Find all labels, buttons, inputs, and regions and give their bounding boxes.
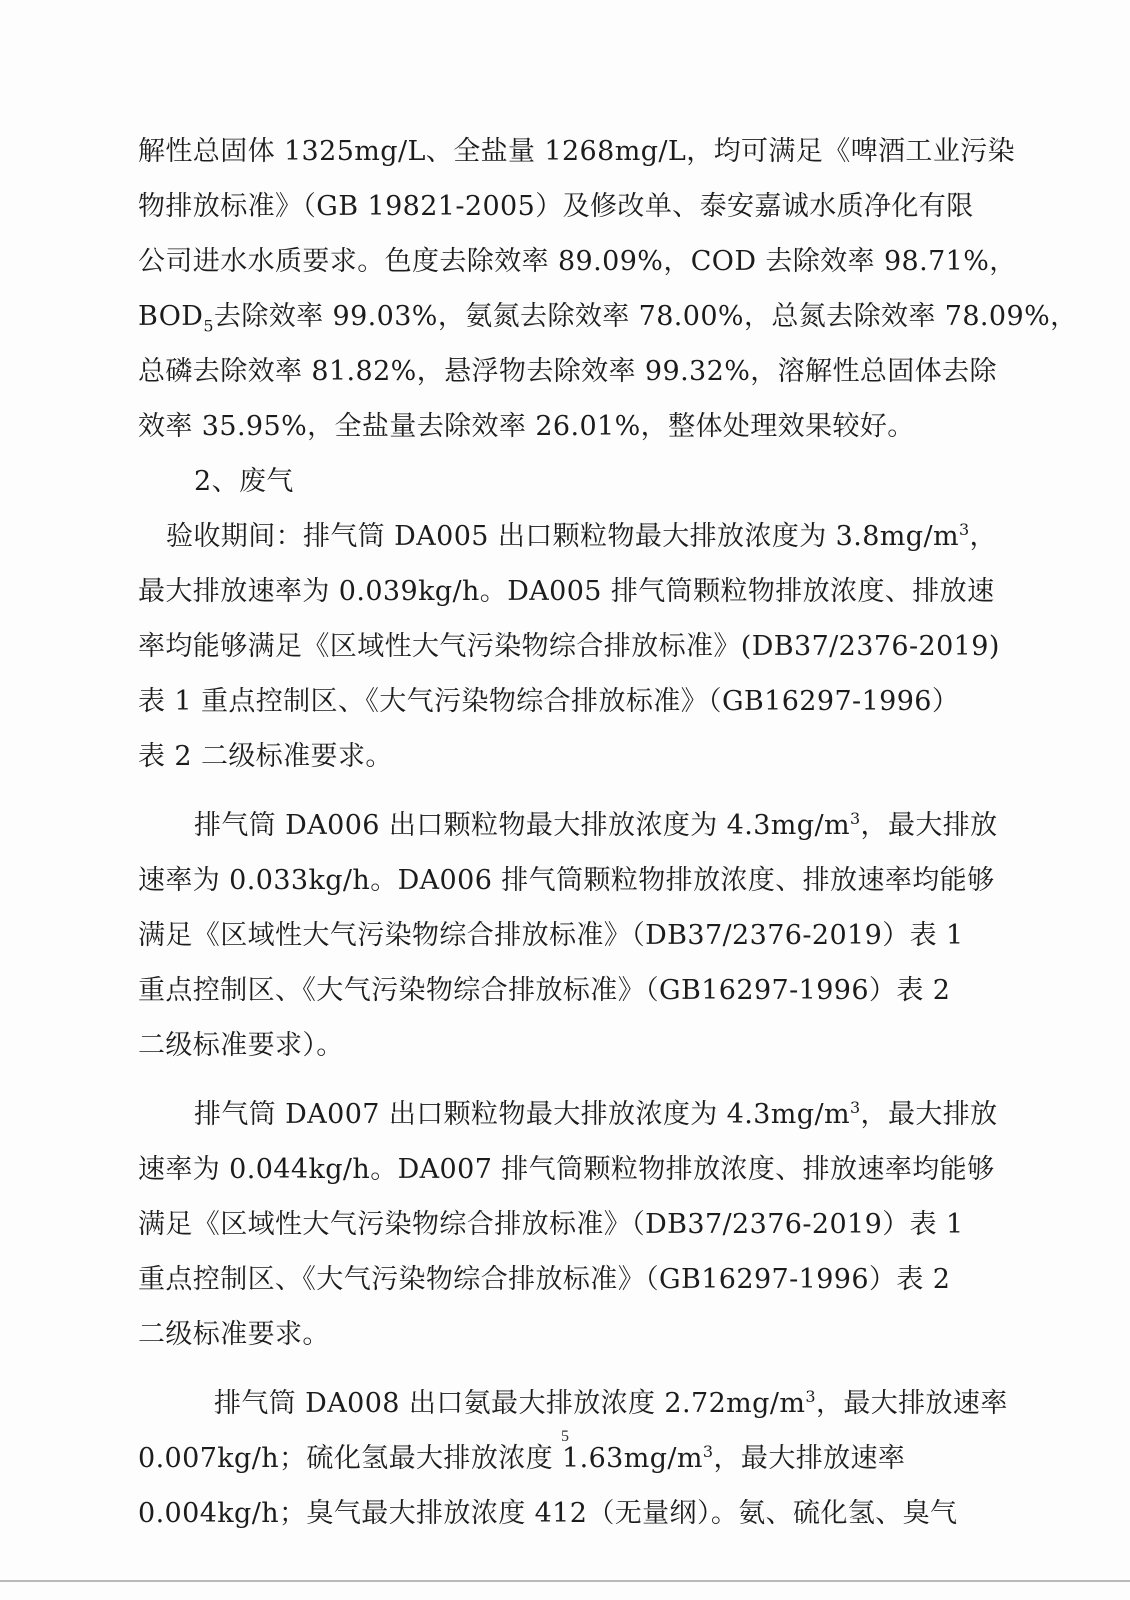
- text-run: ，最大排放: [860, 1099, 998, 1130]
- text-line: 效率 35.95%，全盐量去除效率 26.01%，整体处理效果较好。: [138, 411, 915, 442]
- text-line: [138, 289, 1078, 344]
- superscript: 3: [958, 520, 970, 539]
- text-run: 去除效率 99.03%，氨氮去除效率 78.00%，总氮去除效率 78.09%，: [213, 301, 1078, 332]
- text-line: 总磷去除效率 81.82%，悬浮物去除效率 99.32%，溶解性总固体去除: [138, 356, 997, 387]
- text-run: 排气筒 DA007 出口颗粒物最大排放浓度为 4.3mg/m: [194, 1099, 850, 1130]
- text-run: 验收期间：排气筒 DA005 出口颗粒物最大排放浓度为 3.8mg/m: [166, 521, 959, 552]
- superscript: 3: [849, 809, 861, 828]
- text-run: ，最大排放速率: [713, 1443, 906, 1474]
- text-line: 重点控制区、《大气污染物综合排放标准》（GB16297-1996）表 2: [138, 1264, 951, 1295]
- bod-label: BOD: [138, 301, 204, 332]
- scan-edge-divider: [0, 1580, 1130, 1582]
- text-line: 二级标准要求）。: [138, 1030, 344, 1061]
- text-line: 物排放标准》（GB 19821-2005）及修改单、泰安嘉诚水质净化有限: [138, 191, 974, 222]
- superscript: 3: [849, 1098, 861, 1117]
- subscript: 5: [203, 316, 214, 336]
- text-line: 表 2 二级标准要求。: [138, 741, 393, 772]
- text-line: 表 1 重点控制区、《大气污染物综合排放标准》（GB16297-1996）: [138, 686, 960, 717]
- text-line: 二级标准要求。: [138, 1319, 330, 1350]
- text-line: 率均能够满足《区域性大气污染物综合排放标准》(DB37/2376-2019): [138, 631, 1000, 662]
- text-run: ，最大排放: [860, 810, 998, 841]
- text-line: [138, 798, 1004, 853]
- text-line: 重点控制区、《大气污染物综合排放标准》（GB16297-1996）表 2: [138, 975, 951, 1006]
- text-line: [138, 1376, 1008, 1431]
- superscript: 3: [702, 1442, 714, 1461]
- text-line: 满足《区域性大气污染物综合排放标准》（DB37/2376-2019）表 1: [138, 920, 964, 951]
- text-run: ，最大排放速率: [815, 1388, 1008, 1419]
- text-line: [138, 509, 1004, 564]
- text-run: 0.007kg/h；硫化氢最大排放浓度 1.63mg/m: [138, 1443, 703, 1474]
- section-heading: 2、废气: [194, 466, 294, 497]
- text-line: 速率为 0.044kg/h。DA007 排气筒颗粒物排放浓度、排放速率均能够: [138, 1154, 995, 1185]
- text-run: 排气筒 DA006 出口颗粒物最大排放浓度为 4.3mg/m: [194, 810, 850, 841]
- text-line: [138, 1087, 1004, 1142]
- text-line: 满足《区域性大气污染物综合排放标准》（DB37/2376-2019）表 1: [138, 1209, 964, 1240]
- page-number: 5: [561, 1428, 569, 1445]
- text-run: ，: [969, 521, 997, 552]
- superscript: 3: [805, 1387, 816, 1406]
- text-line: 解性总固体 1325mg/L、全盐量 1268mg/L，均可满足《啤酒工业污染: [138, 136, 1016, 167]
- text-line: 速率为 0.033kg/h。DA006 排气筒颗粒物排放浓度、排放速率均能够: [138, 865, 995, 896]
- text-line: 公司进水水质要求。色度去除效率 89.09%，COD 去除效率 98.71%，: [138, 246, 1017, 277]
- text-line: 0.004kg/h；臭气最大排放浓度 412（无量纲）。氨、硫化氢、臭气: [138, 1498, 958, 1529]
- text-line: 最大排放速率为 0.039kg/h。DA005 排气筒颗粒物排放浓度、排放速: [138, 576, 995, 607]
- text-run: 排气筒 DA008 出口氨最大排放浓度 2.72mg/m: [214, 1388, 806, 1419]
- body-text: [138, 124, 1078, 1541]
